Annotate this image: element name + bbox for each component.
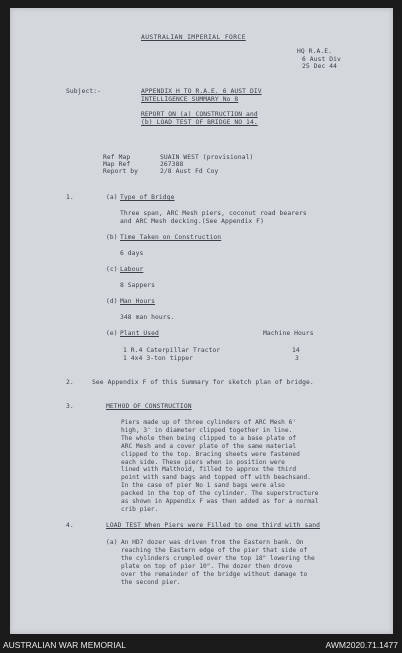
paragraph-line: packed in the top of the cylinder. The superstructure [121, 490, 319, 498]
paragraph-line: The whole then being clipped to a base plate of [121, 434, 297, 442]
map-ref-label: Map Ref [103, 161, 131, 168]
paragraph-line: point with sand bags and topped off with beachsand. [121, 474, 311, 482]
paragraph-line: the second pier. [121, 578, 181, 586]
paragraph-line: ARC Mesh and a cover plate of the same material [121, 442, 297, 450]
subject-line-1: APPENDIX H TO R.A.E. 6 AUST DIV [141, 88, 262, 95]
paragraph-line: clipped to the top. Bracing sheets were fastened [121, 450, 300, 458]
footer-catalogue-id: AWM2020.71.1477 [325, 640, 398, 650]
report-by-value: 2/8 Aust Fd Coy [160, 168, 219, 175]
document-page [10, 8, 393, 634]
paragraph-line: lined with Malthoid, filled to approx the third [121, 466, 297, 474]
subject-line-4: (b) LOAD TEST OF BRIDGE NO 14. [141, 119, 258, 126]
item-c-label: (c) [106, 266, 118, 273]
item-b-title: Time Taken on Construction [120, 234, 222, 241]
item-c-title: Labour [120, 266, 144, 273]
ref-map-value: SUAIN WEST (provisional) [160, 154, 254, 161]
item-d-value: 348 man hours. [120, 314, 175, 321]
paragraph-line: over the remainder of the bridge without damage to [121, 570, 308, 578]
section-2-text: See Appendix F of this Summary for sketch plan of bridge. [92, 379, 314, 386]
ref-map-label: Ref Map [103, 154, 131, 161]
item-d-label: (d) [106, 298, 118, 305]
section-3-title: METHOD OF CONSTRUCTION [106, 403, 192, 410]
plant-hours-1: 14 [292, 347, 300, 354]
item-b-label: (b) [106, 234, 118, 241]
document-heading: AUSTRALIAN IMPERIAL FORCE [141, 34, 246, 41]
plant-hours-2: 3 [295, 354, 299, 362]
section-4-title: LOAD TEST When Piers were Filled to one third with sand [106, 522, 321, 529]
item-e-title: Plant Used [120, 330, 159, 337]
load-test-paragraph [121, 539, 315, 586]
construction-paragraph [121, 419, 318, 514]
archive-footer [0, 638, 402, 653]
paragraph-line: Piers made up of three cylinders of ARC Mesh 6' [121, 419, 297, 426]
item-c-value: 8 Sappers [120, 282, 156, 289]
item-b-value: 6 days [120, 250, 144, 257]
hq-date: 25 Dec 44 [302, 63, 338, 70]
map-ref-value: 267388 [160, 161, 184, 168]
paragraph-line: In the case of pier No 1 sand bags were also [121, 482, 285, 490]
section-3-number: 3. [66, 403, 74, 410]
paragraph-line: crib pier. [121, 505, 159, 513]
paragraph-line: the cylinders crumpled over the top 18" lowering the [121, 554, 315, 562]
paragraph-line: each side. These piers when in position were [121, 458, 285, 466]
paragraph-line: as shown in Appendix F was then added as for a normal [121, 498, 319, 506]
paragraph-line: An HD7 dozer was driven from the Eastern bank. On [121, 539, 304, 546]
section-4-number: 4. [66, 522, 74, 529]
paragraph-line: plate on top of pier 10". The dozer then drove [121, 562, 293, 570]
plant-item-2: 1 4x4 3-ton tipper [123, 354, 194, 362]
item-4a-label: (a) [106, 539, 118, 546]
paragraph-line: reaching the Eastern edge of the pier that side of [121, 546, 308, 554]
footer-institution: AUSTRALIAN WAR MEMORIAL [3, 640, 126, 650]
machine-hours-header: Machine Hours [263, 330, 314, 337]
item-a-title: Type of Bridge [120, 194, 175, 201]
item-a-label: (a) [106, 194, 118, 201]
item-a-text-1: Three span, ARC Mesh piers, coconut road bearers [120, 210, 307, 217]
subject-label: Subject:- [66, 88, 102, 95]
plant-item-1: 1 R.4 Caterpillar Tractor [123, 347, 221, 354]
item-a-text-2: and ARC Mesh decking.(See Appendix F) [120, 217, 264, 225]
hq-line-1: HQ R.A.E. [297, 48, 333, 55]
subject-line-2: INTELLIGENCE SUMMARY No 8 [141, 96, 239, 103]
item-d-title: Man Hours [120, 298, 156, 305]
item-e-label: (e) [106, 330, 118, 337]
report-by-label: Report by [103, 168, 139, 175]
hq-line-2: 6 Aust Div [302, 55, 341, 63]
subject-line-3: REPORT ON (a) CONSTRUCTION and [141, 111, 258, 118]
paragraph-line: high, 3' in diameter clipped together in line. [121, 426, 293, 434]
section-2-number: 2. [66, 379, 74, 386]
section-1-number: 1. [66, 194, 74, 201]
